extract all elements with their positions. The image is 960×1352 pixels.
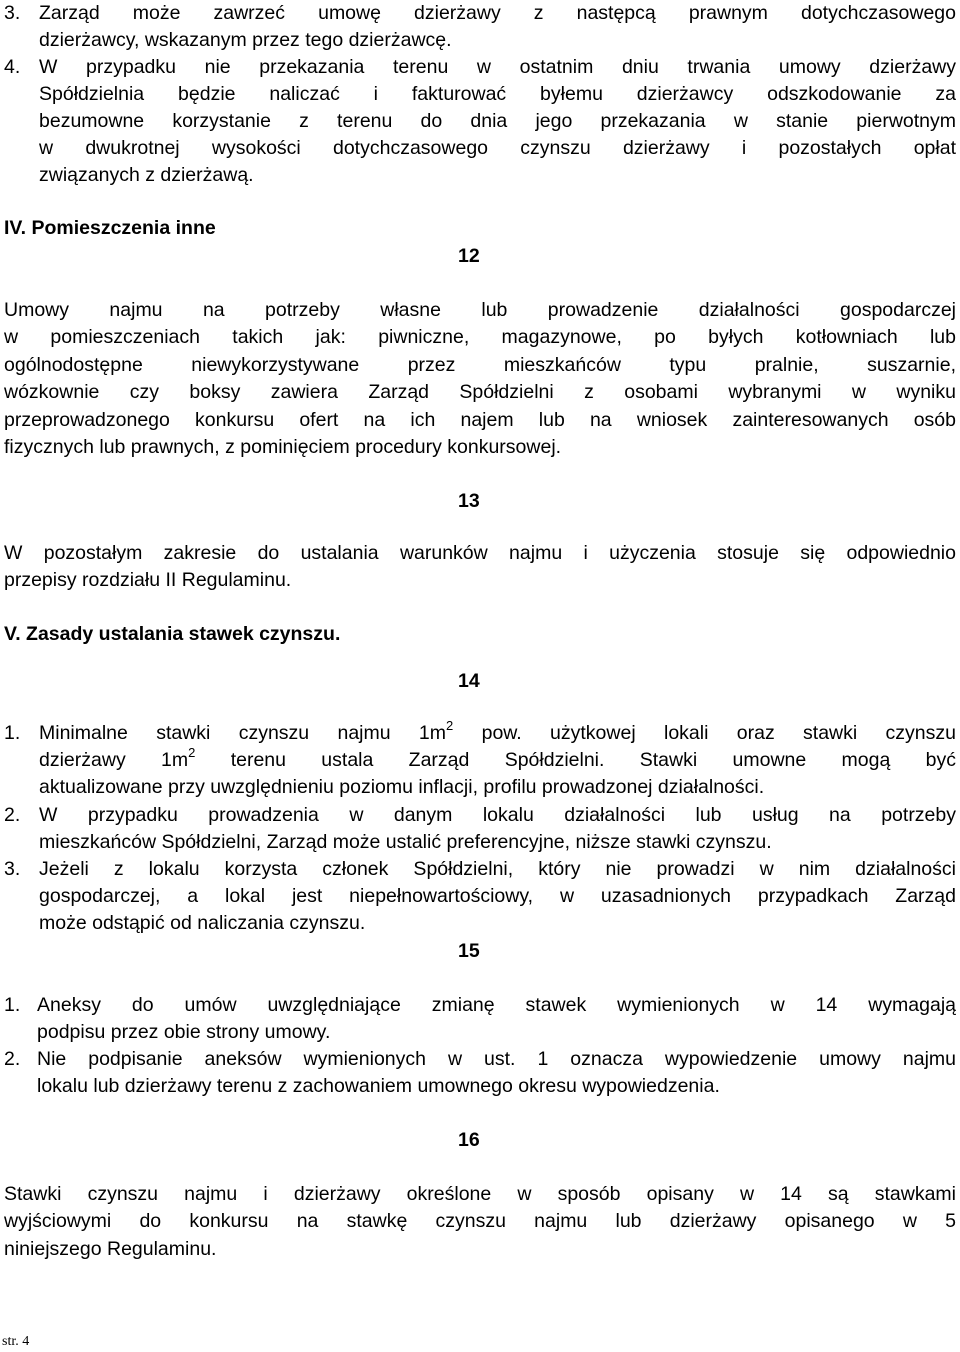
- item-text-line: aktualizowane przy uwzględnieniu poziomu inflacji, profilu prowadzonej działalności.: [39, 776, 765, 798]
- text-fragment: dzierżawy 1m: [39, 749, 189, 771]
- paragraph-line: przepisy rozdziału II Regulaminu.: [4, 569, 292, 592]
- item-number: 2.: [4, 1048, 21, 1070]
- superscript: 2: [188, 744, 196, 760]
- item-text-line: Aneksy do umów uwzględniające zmianę stawek wymienionych w 14 wymagają: [37, 994, 956, 1016]
- item-text-line: lokalu lub dzierżawy terenu z zachowaniem umownego okresu wypowiedzenia.: [37, 1075, 720, 1097]
- paragraph-mark-16: [458, 1127, 480, 1154]
- section-number: 15: [458, 940, 480, 962]
- text-fragment: Minimalne stawki czynszu najmu 1m: [39, 722, 447, 744]
- paragraph-line: niniejszego Regulaminu.: [4, 1237, 217, 1260]
- paragraph-13: [4, 540, 956, 595]
- paragraph-line: w pomieszczeniach takich jak: piwniczne, magazynowe, po byłych kotłowniach lub: [4, 326, 956, 349]
- paragraph-line: ogólnodostępne niewykorzystywane przez mieszkańców typu pralnie, suszarnie,: [4, 353, 956, 376]
- item-number: 4.: [4, 56, 21, 78]
- item-text-line: w dwukrotnej wysokości dotychczasowego czynszu dzierżawy i pozostałych opłat: [39, 137, 956, 159]
- paragraph-mark-13: [458, 488, 480, 515]
- paragraph-12: [4, 297, 956, 461]
- paragraph-line: przeprowadzonego konkursu ofert na ich najem lub na wniosek zainteresowanych osób: [4, 408, 956, 431]
- item-text-line: związanych z dzierżawą.: [39, 164, 254, 186]
- section-number: 13: [458, 490, 480, 512]
- item-text-line: Zarząd może zawrzeć umowę dzierżawy z następcą prawnym dotychczasowego: [39, 2, 956, 24]
- section-heading-v: V. Zasady ustalania stawek czynszu.: [4, 623, 341, 645]
- item-text-line: Jeżeli z lokalu korzysta członek Spółdzielni, który nie prowadzi w nim działalności: [39, 858, 956, 880]
- paragraph-16: [4, 1181, 956, 1263]
- text-fragment: pow. użytkowej lokali oraz stawki czynszu: [453, 722, 956, 744]
- item-number: 1.: [4, 994, 21, 1016]
- paragraph-line: W pozostałym zakresie do ustalania warunków najmu i użyczenia stosuje się odpowiednio: [4, 542, 956, 564]
- text-fragment: terenu ustala Zarząd Spółdzielni. Stawki umowne mogą być: [195, 749, 956, 771]
- item-text-line: mieszkańców Spółdzielni, Zarząd może ustalić preferencyjne, niższe stawki czynszu.: [39, 831, 772, 853]
- item-number: 3.: [4, 2, 21, 24]
- paragraph-mark-14: [458, 668, 480, 695]
- item-text-line: Nie podpisanie aneksów wymienionych w ust. 1 oznacza wypowiedzenie umowy najmu: [37, 1048, 956, 1070]
- item-text-line: podpisu przez obie strony umowy.: [37, 1021, 331, 1043]
- section-number: 16: [458, 1129, 480, 1151]
- paragraph-line: Umowy najmu na potrzeby własne lub prowadzenie działalności gospodarczej: [4, 299, 956, 321]
- paragraph-line: Stawki czynszu najmu i dzierżawy określone w sposób opisany w 14 są stawkami: [4, 1183, 956, 1205]
- item-text-line: dzierżawcy, wskazanym przez tego dzierżawcę.: [39, 29, 452, 51]
- item-text-line: [39, 744, 956, 774]
- section-heading-iv: IV. Pomieszczenia inne: [4, 217, 216, 239]
- item-text-line: gospodarczej, a lokal jest niepełnowartościowy, w uzasadnionych przypadkach Zarząd: [39, 885, 956, 907]
- paragraph-line: fizycznych lub prawnych, z pominięciem procedury konkursowej.: [4, 435, 562, 458]
- item-text-line: [39, 717, 956, 747]
- superscript: 2: [446, 717, 454, 733]
- item-text-line: W przypadku prowadzenia w danym lokalu działalności lub usług na potrzeby: [39, 804, 956, 826]
- paragraph-line: wózkownie czy boksy zawiera Zarząd Spółdzielni z osobami wybranymi w wyniku: [4, 381, 956, 404]
- section-number: 12: [458, 245, 480, 267]
- item-text-line: W przypadku nie przekazania terenu w ostatnim dniu trwania umowy dzierżawy: [39, 56, 956, 78]
- item-text-line: Spółdzielnia będzie naliczać i fakturować byłemu dzierżawcy odszkodowanie za: [39, 83, 956, 105]
- paragraph-mark-12: [458, 243, 480, 270]
- item-text-line: może odstąpić od naliczania czynszu.: [39, 912, 366, 934]
- paragraph-line: wyjściowymi do konkursu na stawkę czynszu najmu lub dzierżawy opisanego w 5: [4, 1210, 956, 1233]
- item-text-line: bezumowne korzystanie z terenu do dnia jego przekazania w stanie pierwotnym: [39, 110, 956, 132]
- section-number: 14: [458, 670, 480, 692]
- paragraph-mark-15: [458, 938, 480, 965]
- item-number: 3.: [4, 858, 21, 880]
- item-number: 1.: [4, 722, 21, 744]
- item-number: 2.: [4, 804, 21, 826]
- page-number: str. 4: [2, 1334, 30, 1349]
